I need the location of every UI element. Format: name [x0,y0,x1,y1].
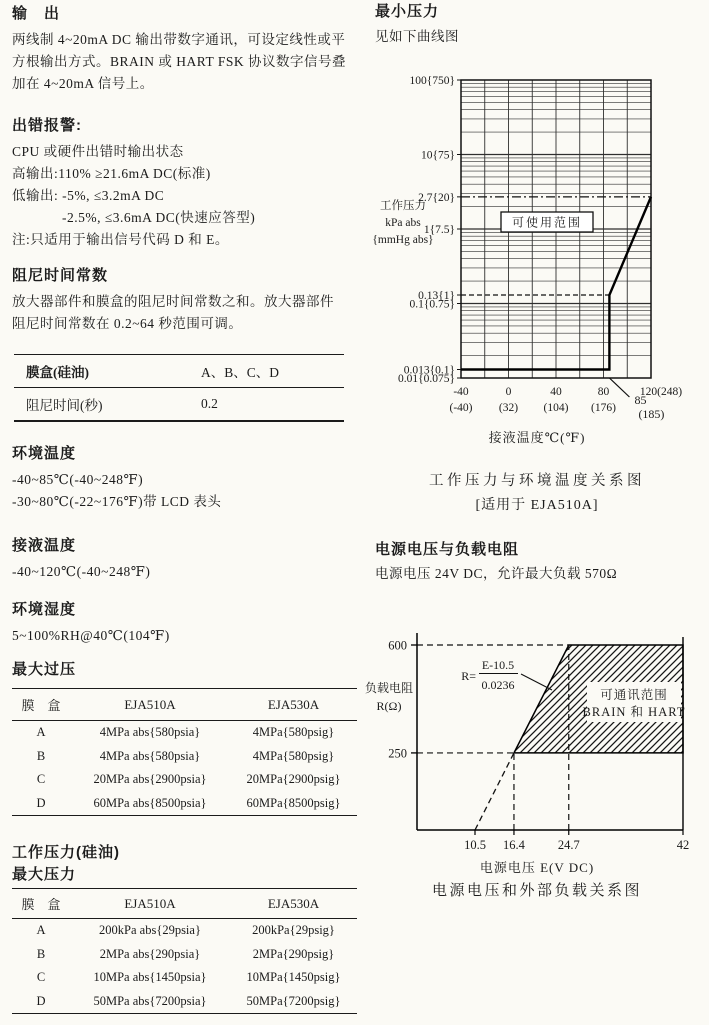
section-damping [12,266,358,335]
table-cell: B [36,946,46,961]
text-line: 放大器部件和膜盒的阻尼时间常数之和。放大器部件 [12,294,334,309]
left-column [12,0,358,1025]
table-cell: C [36,970,46,985]
table-header-row [12,688,357,721]
section-process-temp [12,536,358,583]
table-row [12,919,357,943]
section-working-pressure [12,843,358,890]
svg-text:R(Ω): R(Ω) [376,699,402,713]
table-cell: 阻尼时间(秒) [26,398,103,413]
damping-table [14,354,344,422]
text-line: 方根输出方式。BRAIN 或 HART FSK 协议数字信号叠 [12,54,346,69]
overpressure-table [12,688,357,816]
table-cell: 10MPa{1450psig} [246,970,341,985]
table-header-row [12,888,357,919]
svg-text:工作压力: 工作压力 [380,200,426,212]
svg-text:40: 40 [550,386,562,398]
svg-text:R=: R= [461,669,476,683]
section-overpressure-title: 最大过压 [12,661,77,678]
svg-text:2.7{20}: 2.7{20} [418,191,455,204]
table-header-cell: EJA530A [267,895,320,911]
svg-text:100{750}: 100{750} [409,75,455,87]
svg-text:(104): (104) [543,402,569,414]
table-row [12,745,357,769]
table-cell: 4MPa{580psig} [252,725,335,740]
table-cell: 200kPa{29psig} [252,923,335,938]
section-output-title: 输 出 [12,5,61,22]
text-line: 5~100%RH@40℃(104℉) [12,628,170,643]
table-cell: D [36,993,46,1008]
text-line: 加在 4~20mA 信号上。 [12,76,154,91]
section-humidity [12,600,358,647]
table-header-cell: EJA530A [267,696,320,712]
text-line: -30~80℃(-22~176℉)带 LCD 表头 [12,494,222,509]
table-row [12,966,357,990]
svg-text:24.7: 24.7 [557,838,580,852]
table-cell: 20MPa abs{2900psia} [93,772,207,787]
text-line: 见如下曲线图 [375,29,459,44]
table-row [14,387,344,420]
table-cell: 60MPa abs{8500psia} [93,795,207,810]
svg-text:可通讯范围: 可通讯范围 [600,688,668,702]
svg-text:80: 80 [597,386,610,398]
section-humidity-title: 环境湿度 [12,601,77,618]
text-line: 高输出:110% ≥21.6mA DC(标准) [12,166,211,181]
table-cell: A [36,725,46,740]
chart1-xaxis-label: 接液温度℃(℉) [488,430,586,445]
svg-text:(-40): (-40) [449,402,473,414]
section-overpressure [12,660,358,685]
table-cell: 4MPa abs{580psia} [99,725,201,740]
svg-text:(185): (185) [638,407,665,421]
svg-text:0.0236: 0.0236 [481,678,515,692]
svg-text:0.013{0.1}: 0.013{0.1} [403,364,455,377]
text-line: 注:只适用于输出信号代码 D 和 E。 [12,232,229,247]
table-cell: 0.2 [201,396,218,411]
section-process-temp-title: 接液温度 [12,537,77,554]
table-cell: 2MPa abs{290psia} [99,946,201,961]
table-header-cell: EJA510A [124,696,176,712]
section-min-pressure-title: 最小压力 [375,3,440,20]
svg-text:可使用范围: 可使用范围 [511,215,583,230]
svg-text:600: 600 [388,638,407,653]
table-cell: A、B、C、D [201,365,280,380]
svg-text:0.13{1}: 0.13{1} [418,290,455,303]
table-cell: 膜盒(硅油) [26,365,89,380]
svg-text:负载电阻: 负载电阻 [364,681,414,695]
svg-text:120(248): 120(248) [639,386,683,398]
table-cell: 200kPa abs{29psia} [99,923,201,938]
table-header-cell: 膜 盒 [21,897,61,912]
table-cell: 2MPa{290psig} [252,946,335,961]
chart2-title: 电源电压和外部负载关系图 [431,883,642,899]
section-working-pressure-title: 工作压力(硅油) [12,844,120,861]
svg-text:85: 85 [634,393,647,407]
svg-text:16.4: 16.4 [503,838,525,852]
table-cell: 20MPa{2900psig} [246,772,341,787]
table-row [12,943,357,967]
svg-text:kPa abs: kPa abs [385,217,421,229]
table-cell: B [36,748,46,763]
text-line: 两线制 4~20mA DC 输出带数字通讯，可设定线性或平 [12,32,346,47]
table-cell: 4MPa abs{580psia} [99,748,201,763]
svg-text:10.5: 10.5 [464,838,486,852]
svg-text:0.1{0.75}: 0.1{0.75} [409,298,455,311]
chart2-xaxis-label: 电源电压 E(V DC) [479,860,595,875]
text-line: -40~120℃(-40~248℉) [12,564,151,579]
svg-text:250: 250 [388,746,407,761]
working-pressure-table [12,888,357,1014]
text-line: 电源电压 24V DC，允许最大负载 570Ω [375,566,618,581]
table-row [12,768,357,792]
section-supply-title: 电源电压与负载电阻 [375,541,520,558]
table-header-cell: EJA510A [124,895,176,911]
svg-text:E-10.5: E-10.5 [481,658,515,672]
table-cell: A [36,923,46,938]
svg-text:42: 42 [676,838,690,852]
table-row [14,354,344,387]
section-damping-title: 阻尼时间常数 [12,267,109,284]
section-output [12,4,358,95]
table-cell: 10MPa abs{1450psia} [93,970,207,985]
svg-text:0: 0 [505,386,512,398]
svg-text:-40: -40 [453,386,469,398]
table-cell: 4MPa{580psig} [252,748,335,763]
svg-text:10{75}: 10{75} [420,149,455,162]
svg-text:(176): (176) [591,402,616,414]
text-line: -2.5%, ≤3.6mA DC(快速应答型) [62,210,256,225]
table-row [12,792,357,816]
table-row [12,990,357,1014]
table-cell: 60MPa{8500psig} [246,795,341,810]
table-header-cell: 膜 盒 [21,698,61,713]
section-working-pressure-subtitle: 最大压力 [12,866,77,883]
svg-text:0.01{0.075}: 0.01{0.075} [397,373,455,385]
section-alarm [12,116,358,251]
text-line: -40~85℃(-40~248℉) [12,472,144,487]
table-cell: C [36,772,46,787]
chart1-subtitle: [适用于 EJA510A] [475,498,599,513]
right-column [365,0,709,1025]
section-ambient-temp [12,444,358,513]
section-ambient-temp-title: 环境温度 [12,445,77,462]
svg-text:(32): (32) [498,402,519,414]
text-line: 阻尼时间常数在 0.2~64 秒范围可调。 [12,316,243,331]
svg-text:{mmHg abs}: {mmHg abs} [372,234,434,246]
chart1-title: 工作压力与环境温度关系图 [429,473,645,489]
table-cell: 50MPa{7200psig} [246,993,341,1008]
svg-text:1{7.5}: 1{7.5} [423,224,455,236]
pressure-temperature-chart [365,70,709,426]
svg-text:BRAIN 和 HART: BRAIN 和 HART [582,705,686,719]
table-cell: D [36,795,46,810]
table-row [12,721,357,745]
text-line: 低输出: -5%, ≤3.2mA DC [12,188,165,203]
table-cell: 50MPa abs{7200psia} [93,993,207,1008]
text-line: CPU 或硬件出错时输出状态 [12,144,184,159]
section-alarm-title: 出错报警: [12,117,82,134]
supply-load-chart [365,600,709,856]
